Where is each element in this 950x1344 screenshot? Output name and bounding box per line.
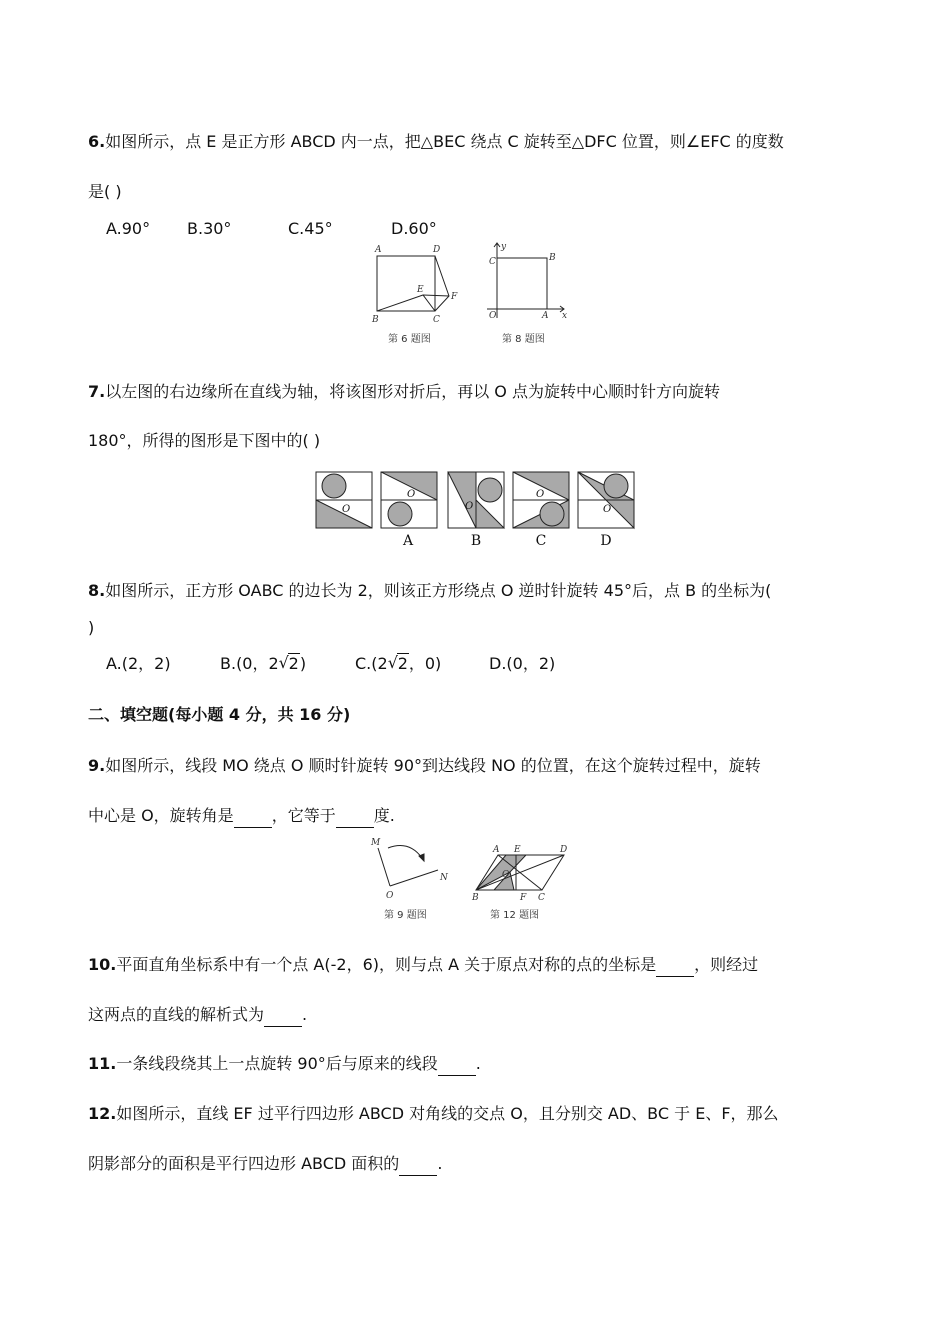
q9-number: 9. <box>88 756 106 775</box>
segment-no <box>390 870 438 886</box>
label-f: F <box>451 292 458 302</box>
figure-q7 <box>314 470 640 550</box>
q9-line2: 中心是 O，旋转角是 ，它等于 度. <box>88 805 395 828</box>
sqrt-symbol: √ 2 <box>387 653 408 673</box>
q7-text-line2: 180°，所得的图形是下图中的( ) <box>88 431 321 450</box>
q7-label-a: A <box>402 533 414 549</box>
square-oabc <box>497 258 547 309</box>
caption-fig6: 第 6 题图 <box>388 334 431 345</box>
answer-blank[interactable] <box>656 954 694 977</box>
label-o9: O <box>386 891 394 901</box>
label-f12: F <box>520 893 527 903</box>
q8-line1 <box>88 580 771 602</box>
q7-label-b: B <box>470 533 482 549</box>
q12-line2: 阴影部分的面积是平行四边形 ABCD 面积的 . <box>88 1153 442 1176</box>
q6-line1 <box>88 131 784 153</box>
q6-option-b: B.30° <box>187 219 232 238</box>
q8-line2 <box>88 617 94 639</box>
q11-number: 11. <box>88 1054 117 1073</box>
q7-label-c: C <box>535 533 547 549</box>
figure-9 <box>378 846 438 886</box>
q7-tile-b <box>448 472 504 528</box>
q7-tile-a <box>381 472 437 528</box>
q7-line2 <box>88 430 320 452</box>
label-e: E <box>417 285 424 295</box>
figure-6 <box>377 256 449 311</box>
caption-fig8: 第 8 题图 <box>502 334 545 345</box>
q10-number: 10. <box>88 955 117 974</box>
section-heading: 二、填空题(每小题 4 分，共 16 分) <box>88 705 351 724</box>
label-b: B <box>372 315 379 325</box>
q9-line1 <box>88 755 761 777</box>
q6-option-c: C.45° <box>288 219 333 238</box>
q7-tile-c <box>513 472 569 528</box>
q6-option-a: A.90° <box>106 219 151 238</box>
q6-text-line1: 如图所示，点 E 是正方形 ABCD 内一点，把△BEC 绕点 C 旋转至△DFC 位置，则∠EFC 的度数 <box>105 132 784 151</box>
answer-blank[interactable] <box>438 1053 476 1076</box>
label-c8: C <box>489 257 496 267</box>
q8-option-c: C.(2 √ 2，0) <box>355 653 442 673</box>
square-abcd <box>377 256 435 311</box>
q12-line1: 12.如图所示，直线 EF 过平行四边形 ABCD 对角线的交点 O，且分别交 AD、BC 于 E、F，那么 <box>88 1104 779 1123</box>
answer-blank[interactable] <box>399 1153 437 1176</box>
label-d: D <box>433 245 441 255</box>
figure-12 <box>476 855 564 890</box>
answer-blank[interactable] <box>264 1004 302 1027</box>
q7-label-d: D <box>600 533 612 549</box>
segment-ef <box>423 295 449 296</box>
triangle-dfc <box>435 256 449 311</box>
label-b8: B <box>549 253 556 263</box>
q6-text-line2: 是( ) <box>88 182 122 201</box>
q11-line1: 11.一条线段绕其上一点旋转 90°后与原来的线段 . <box>88 1053 481 1076</box>
label-a8: A <box>542 311 549 321</box>
q8-option-b: B.(0，2 √ 2) <box>220 653 307 673</box>
caption-fig9: 第 9 题图 <box>384 910 427 921</box>
figure-q9-q12 <box>366 834 586 924</box>
q12-number: 12. <box>88 1104 117 1123</box>
label-o12: O <box>502 870 510 880</box>
q7-o-d: O <box>603 504 612 515</box>
label-m: M <box>371 838 381 848</box>
label-e12: E <box>514 845 521 855</box>
q7-tile-d <box>578 472 634 528</box>
label-n: N <box>440 873 448 883</box>
q7-line1 <box>88 381 720 403</box>
label-c12: C <box>538 893 545 903</box>
label-c: C <box>433 315 440 325</box>
q7-o-b: O <box>465 501 474 512</box>
q8-text-line1: 如图所示，正方形 OABC 的边长为 2，则该正方形绕点 O 逆时针旋转 45°后，点 B 的坐标为( <box>105 581 772 600</box>
answer-blank[interactable] <box>336 805 374 828</box>
q9-text-line1: 如图所示，线段 MO 绕点 O 顺时针旋转 90°到达线段 NO 的位置，在这个旋转过程中，旋转 <box>105 756 761 775</box>
label-o: O <box>489 311 497 321</box>
q7-number: 7. <box>88 382 106 401</box>
q10-line1: 10.平面直角坐标系中有一个点 A(-2，6)，则与点 A 关于原点对称的点的坐标是 ，则经过 <box>88 954 758 977</box>
segment-mo <box>378 848 390 886</box>
rotation-arrow <box>388 846 422 858</box>
q8-option-a: A.(2，2) <box>106 654 171 673</box>
q8-option-d: D.(0，2) <box>489 654 556 673</box>
label-a12: A <box>493 845 500 855</box>
q7-o-original: O <box>342 504 351 515</box>
label-y: y <box>501 242 507 252</box>
q7-original-tile <box>316 472 372 528</box>
q7-o-c: O <box>536 489 545 500</box>
q8-number: 8. <box>88 581 106 600</box>
label-a: A <box>375 245 382 255</box>
sqrt-symbol: √ 2 <box>278 653 299 673</box>
label-x: x <box>562 311 568 321</box>
triangle-bec <box>377 295 435 311</box>
q6-number: 6. <box>88 132 106 151</box>
caption-fig12: 第 12 题图 <box>490 910 540 921</box>
answer-blank[interactable] <box>234 805 272 828</box>
q7-text-line1: 以左图的右边缘所在直线为轴，将该图形对折后，再以 O 点为旋转中心顺时针方向旋转 <box>105 382 720 401</box>
q10-line2: 这两点的直线的解析式为 . <box>88 1004 307 1027</box>
label-d12: D <box>560 845 568 855</box>
q7-o-a: O <box>407 489 416 500</box>
q8-text-line2: ) <box>88 618 95 637</box>
q6-option-d: D.60° <box>391 219 437 238</box>
q6-line2 <box>88 181 122 203</box>
figure-q6-q8 <box>366 240 586 352</box>
label-b12: B <box>472 893 479 903</box>
